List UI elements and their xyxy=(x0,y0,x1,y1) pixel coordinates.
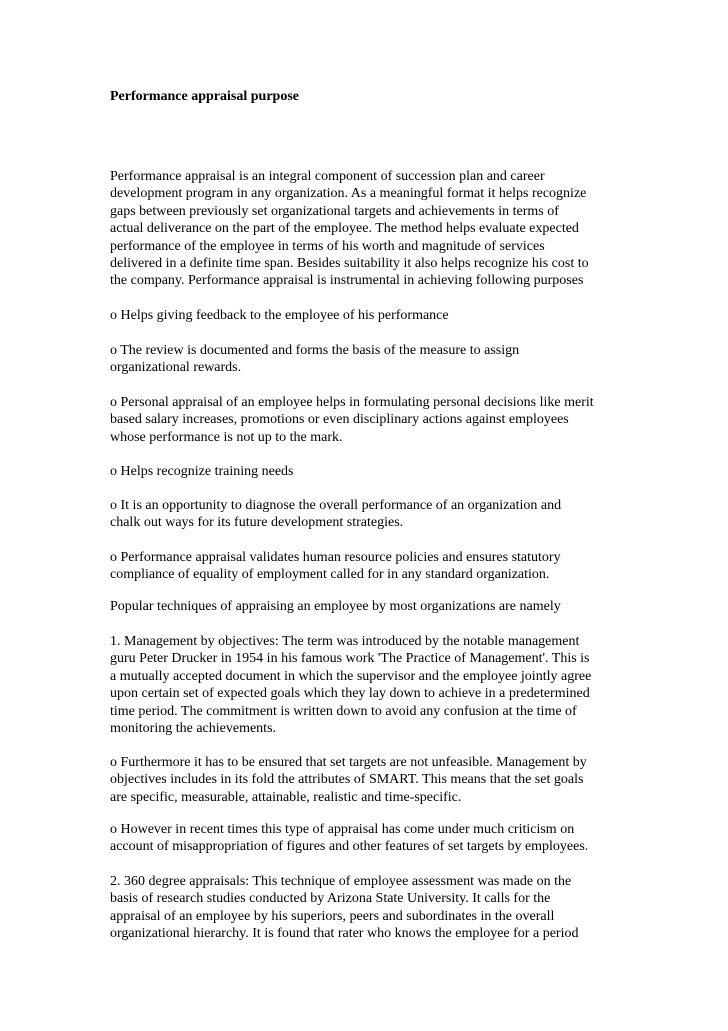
text-line: upon certain set of expected goals which they lay down to achieve in a predetermined xyxy=(110,686,590,702)
text-line: organizational rewards. xyxy=(110,360,242,376)
text-line: actual deliverance on the part of the employee. The method helps evaluate expected xyxy=(110,221,579,237)
text-line: appraisal of an employee by his superiors, peers and subordinates in the overall xyxy=(110,908,555,924)
text-line: monitoring the achievements. xyxy=(110,721,277,737)
text-line: the company. Performance appraisal is instrumental in achieving following purposes xyxy=(110,273,584,289)
text-line: basis of research studies conducted by Arizona State University. It calls for the xyxy=(110,891,551,907)
text-line: o Performance appraisal validates human resource policies and ensures statutory xyxy=(110,550,561,565)
bullet-training-needs xyxy=(110,463,630,480)
text-line: o Helps giving feedback to the employee of his performance xyxy=(110,308,449,323)
text-line: are specific, measurable, attainable, realistic and time-specific. xyxy=(110,789,462,805)
paragraph-techniques-intro xyxy=(110,598,630,615)
text-line: organizational hierarchy. It is found that rater who knows the employee for a period xyxy=(110,926,579,942)
text-line: o Personal appraisal of an employee helps in formulating personal decisions like merit xyxy=(110,395,594,410)
text-line: development program in any organization. As a meaningful format it helps recognize xyxy=(110,186,587,202)
bullet-diagnose xyxy=(110,497,630,532)
text-line: based salary increases, promotions or even disciplinary actions against employees xyxy=(110,412,569,428)
text-line: 2. 360 degree appraisals: This technique of employee assessment was made on the xyxy=(110,874,572,889)
bullet-mbo-criticism xyxy=(110,821,630,856)
text-line: delivered in a definite time span. Besides suitability it also helps recognize his cost to xyxy=(110,256,589,272)
text-line: o However in recent times this type of appraisal has come under much criticism on xyxy=(110,822,575,837)
bullet-mbo-smart xyxy=(110,754,630,806)
paragraph-mbo xyxy=(110,633,630,737)
page-title: Performance appraisal purpose xyxy=(110,89,299,104)
text-line: performance of the employee in terms of his worth and magnitude of services xyxy=(110,238,545,254)
text-line: time period. The commitment is written down to avoid any confusion at the time of xyxy=(110,703,577,719)
paragraph-360-degree xyxy=(110,873,630,943)
text-line: o It is an opportunity to diagnose the overall performance of an organization and xyxy=(110,498,562,513)
text-line: chalk out ways for its future development strategies. xyxy=(110,515,404,531)
text-line: account of misappropriation of figures and other features of set targets by employees. xyxy=(110,839,589,855)
text-line: a mutually accepted document in which the supervisor and the employee jointly agree xyxy=(110,668,592,684)
text-line: guru Peter Drucker in 1954 in his famous work 'The Practice of Management'. This is xyxy=(110,651,590,667)
bullet-personal-appraisal xyxy=(110,394,630,446)
text-line: whose performance is not up to the mark. xyxy=(110,429,343,445)
text-line: objectives includes in its fold the attributes of SMART. This means that the set goals xyxy=(110,772,584,788)
text-line: o Furthermore it has to be ensured that set targets are not unfeasible. Management by xyxy=(110,755,587,770)
text-line: 1. Management by objectives: The term was introduced by the notable management xyxy=(110,634,580,649)
text-line: o The review is documented and forms the basis of the measure to assign xyxy=(110,343,520,358)
paragraph-intro xyxy=(110,168,630,290)
text-line: compliance of equality of employment called for in any standard organization. xyxy=(110,567,550,583)
text-line: o Helps recognize training needs xyxy=(110,464,294,479)
text-line: gaps between previously set organizational targets and achievements in terms of xyxy=(110,203,559,219)
bullet-review xyxy=(110,342,630,377)
text-line: Performance appraisal is an integral component of succession plan and career xyxy=(110,169,545,184)
text-line: Popular techniques of appraising an employee by most organizations are namely xyxy=(110,599,561,614)
bullet-feedback xyxy=(110,307,630,324)
bullet-hr-policies xyxy=(110,549,630,584)
